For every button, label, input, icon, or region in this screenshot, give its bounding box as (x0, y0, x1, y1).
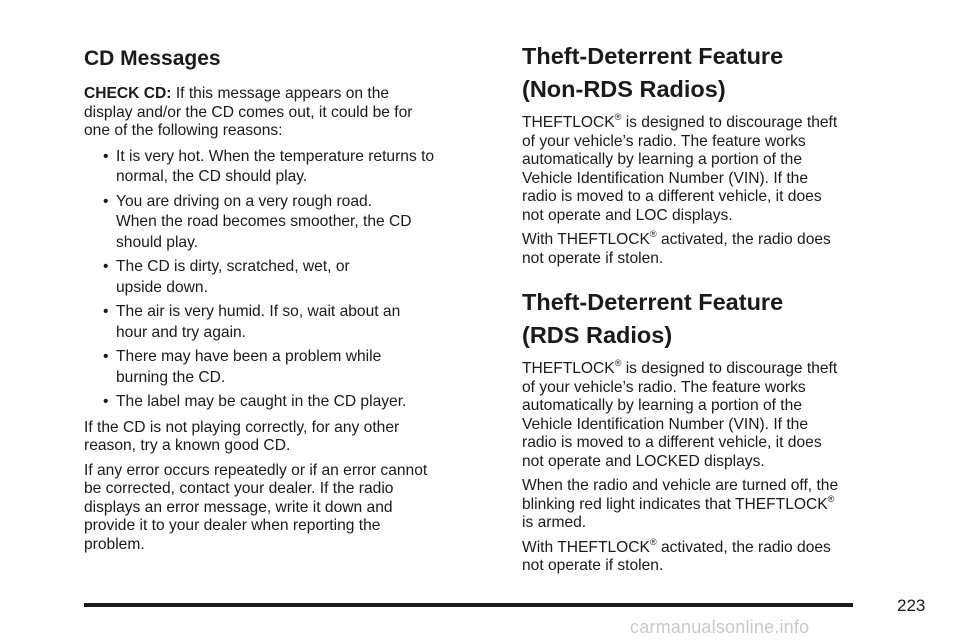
bullet-icon: • (103, 147, 109, 165)
check-cd-label: CHECK CD: (84, 85, 172, 102)
bullet-icon: • (103, 348, 109, 365)
text-line: is armed. (522, 514, 587, 531)
registered-mark: ® (827, 493, 835, 504)
text-line: When the radio and vehicle are turned off, the (522, 477, 839, 494)
text-line: reason, try a known good CD. (84, 437, 291, 454)
rds-description-paragraph (522, 360, 902, 471)
text-line: If this message appears on the (175, 85, 390, 102)
non-rds-description-paragraph (522, 114, 902, 225)
text-line: normal, the CD should play. (116, 168, 308, 185)
text-line: not operate and LOCKED displays. (522, 452, 765, 470)
text-line: There may have been a problem while (116, 348, 382, 365)
text-line: When the road becomes smoother, the CD (116, 213, 412, 230)
text-line: With THEFTLOCK (522, 538, 650, 556)
text-line: Vehicle Identification Number (VIN). If the (522, 415, 809, 433)
text-line: Vehicle Identification Number (VIN). If the (522, 169, 809, 187)
heading-line: Theft-Deterrent Feature (522, 289, 784, 315)
registered-mark: ® (614, 358, 622, 368)
text-line: should play. (116, 233, 199, 251)
list-item (84, 147, 494, 188)
list-item (84, 392, 494, 413)
brand-name: THEFTLOCK (522, 360, 615, 377)
text-line: upside down. (116, 278, 208, 296)
heading-line: Theft-Deterrent Feature (522, 43, 784, 69)
text-line: You are driving on a very rough road. (116, 192, 373, 210)
text-line: be corrected, contact your dealer. If the radio (84, 480, 394, 497)
registered-mark: ® (614, 112, 622, 122)
text-line: With THEFTLOCK (522, 231, 650, 248)
error-paragraph (84, 462, 494, 555)
text-line: blinking red light indicates that THEFTLOCK (522, 495, 828, 513)
watermark-text: carmanualsonline.info (630, 617, 810, 637)
text-line: radio is moved to a different vehicle, it does (522, 188, 822, 205)
theft-deterrent-rds-heading (522, 286, 902, 352)
check-cd-paragraph (84, 85, 494, 141)
list-item (84, 302, 494, 343)
bullet-icon: • (103, 192, 109, 210)
heading-line: (RDS Radios) (522, 322, 673, 348)
list-item (84, 192, 494, 254)
text-line: displays an error message, write it down and (84, 498, 393, 516)
theft-deterrent-non-rds-heading (522, 40, 902, 106)
text-line: not operate if stolen. (522, 249, 664, 267)
brand-name: THEFTLOCK (522, 114, 615, 131)
text-line: not operate if stolen. (522, 557, 664, 574)
non-rds-activated-paragraph (522, 231, 902, 268)
text-line: hour and try again. (116, 323, 247, 341)
text-line: automatically by learning a portion of the (522, 151, 802, 168)
text-line: is designed to discourage theft (625, 114, 838, 131)
text-line: The air is very humid. If so, wait about an (116, 303, 401, 320)
rds-armed-paragraph (522, 477, 902, 533)
right-column (522, 0, 902, 576)
text-line: provide it to your dealer when reporting the (84, 517, 381, 534)
footer-rule (84, 603, 853, 607)
text-line: automatically by learning a portion of the (522, 397, 802, 414)
text-line: radio is moved to a different vehicle, it does (522, 434, 822, 451)
page-number: 223 (897, 596, 926, 615)
left-column (84, 0, 494, 554)
text-line: is designed to discourage theft (625, 360, 838, 377)
bullet-icon: • (103, 393, 109, 410)
bullet-icon: • (103, 258, 109, 275)
list-item (84, 257, 494, 298)
text-line: of your vehicle’s radio. The feature works (522, 132, 806, 150)
text-line: display and/or the CD comes out, it could be for (84, 103, 413, 121)
list-item (84, 347, 494, 388)
text-line: burning the CD. (116, 368, 226, 386)
known-good-cd-paragraph (84, 419, 494, 456)
text-line: of your vehicle’s radio. The feature works (522, 378, 806, 396)
text-line: one of the following reasons: (84, 122, 283, 139)
text-line: problem. (84, 535, 145, 553)
text-line: activated, the radio does (660, 538, 831, 556)
text-line: activated, the radio does (660, 231, 831, 248)
text-line: If any error occurs repeatedly or if an error cannot (84, 461, 428, 479)
bullet-icon: • (103, 303, 109, 320)
reasons-list (84, 147, 494, 413)
cd-messages-heading: CD Messages (84, 47, 221, 70)
text-line: It is very hot. When the temperature returns to (116, 147, 435, 165)
heading-line: (Non-RDS Radios) (522, 76, 726, 102)
registered-mark: ® (649, 536, 657, 547)
text-line: The label may be caught in the CD player. (116, 393, 407, 410)
registered-mark: ® (649, 229, 657, 239)
text-line: not operate and LOC displays. (522, 206, 733, 224)
rds-activated-paragraph (522, 536, 902, 576)
text-line: If the CD is not playing correctly, for any other (84, 418, 400, 436)
text-line: The CD is dirty, scratched, wet, or (116, 258, 350, 275)
